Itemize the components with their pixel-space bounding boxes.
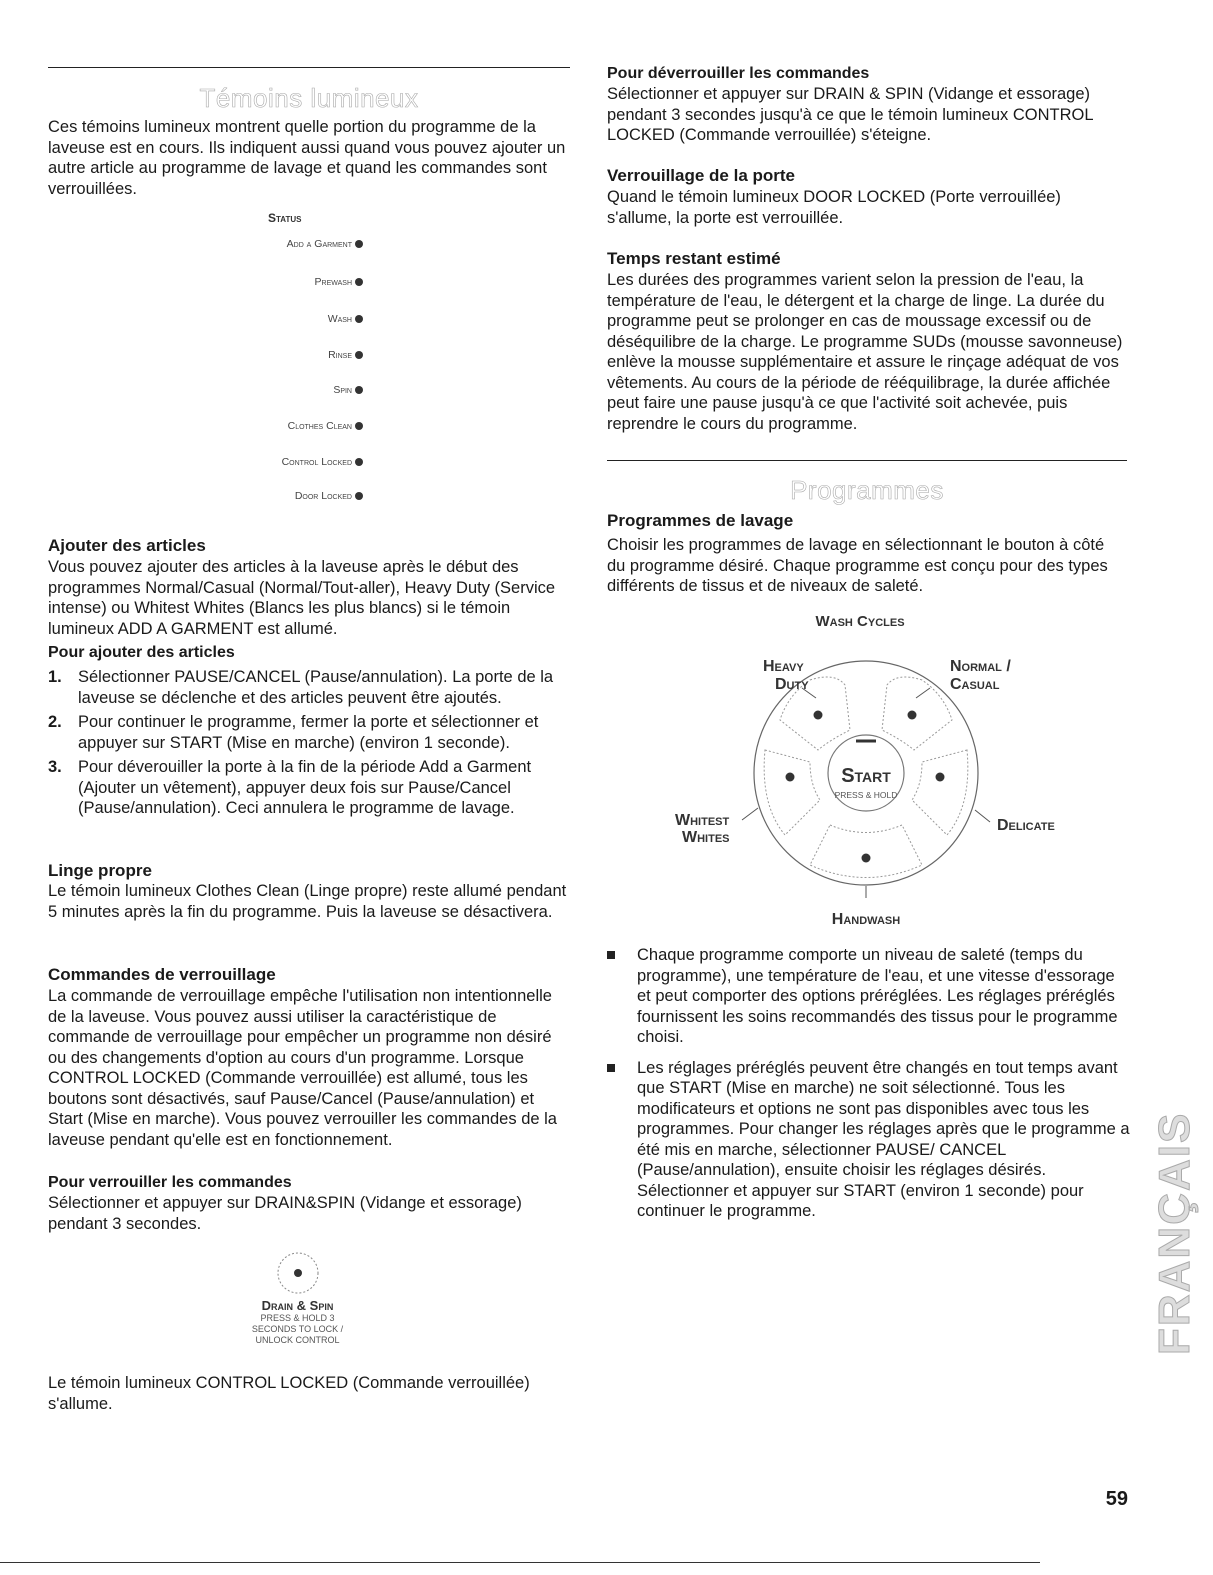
indicator-dot-icon [355,492,363,500]
status-item-add-garment: Add a Garment [200,238,363,250]
wash-cycles-dial [660,600,1080,940]
delicate-label: Delicate [997,817,1055,834]
list-item: 2. Pour continuer le programme, fermer la porte et sélectionner et appuyer sur START (Mise en marche) (environ 1 seconde). [48,713,539,752]
status-item-prewash: Prewash [200,276,363,288]
drain-spin-sub3: UNLOCK CONTROL [255,1335,340,1345]
whitest-label: Whitest [675,812,730,829]
temoins-title: Témoins lumineux [199,83,419,113]
bullet-square-icon [607,951,615,959]
duty-label: Duty [775,676,809,693]
list-item: 3. Pour déverouiller la porte à la fin de la période Add a Garment (Ajouter un vêtement), appuyer deux fois sur Pause/Cancel (Pause/annulation). Ceci annulera le programme de lavage. [48,758,532,817]
lavage-heading: Programmes de lavage [607,511,794,530]
programmes-rule [607,460,1127,461]
indicator-dot-icon [355,315,363,323]
list-item: 1. Sélectionner PAUSE/CANCEL (Pause/annulation). La porte de la laveuse se déclenche et des articles peuvent être ajoutés. [48,668,554,707]
status-item-control-locked: Control Locked [200,456,363,468]
top-rule-left [48,67,570,68]
whites-label: Whites [682,829,730,846]
normal-label: Normal / [950,658,1011,675]
pour-verrouiller-text: Sélectionner et appuyer sur DRAIN&SPIN (Vidange et essorage) pendant 3 secondes. [48,1194,522,1233]
porte-text: Quand le témoin lumineux DOOR LOCKED (Porte verrouillée) s'allume, la porte est verrouillée. [607,188,1061,227]
casual-label: Casual [950,676,1000,693]
indicator-dot-icon [355,386,363,394]
status-item-clothes-clean: Clothes Clean [200,420,363,432]
status-item-rinse: Rinse [200,349,363,361]
side-tab-francais: FRANÇAIS [1150,1111,1199,1355]
bottom-rule [0,1562,1040,1563]
drain-spin-sub1: PRESS & HOLD 3 [260,1313,335,1323]
list-item: Les réglages préréglés peuvent être changés en tout temps avant que START (Mise en marche) ne soit sélectionné. Tous les modificateurs et options ne sont pas disponibles avec tous les programmes. Pour changer les réglages après que le programme a été mis en marche, sélectionner PAUSE/ CANCEL (Pause/annulation), ensuite choisir les réglages désirés. Sélectionner et appuyer sur START (environ 1 seconde) pour continuer le programme. [607,1058,1132,1222]
handwash-label: Handwash [831,911,901,928]
temps-heading: Temps restant estimé [607,249,781,268]
temps-text: Les durées des programmes varient selon la pression de l'eau, la température de l'eau, le détergent et la charge de linge. La durée du programme peut se prolonger en cas de moussage excessif ou de déséquilibre de la charge. Le programme SUDs (mousse savonneuse) enlève la mousse supplémentaire et assure le rinçage adéquat de vos vêtements. Au cours de la période de rééquilibrage, la durée affichée peut faire une pause jusqu'à ce que l'activité soit achevée, puis reprendre le cours du programme. [607,271,1123,433]
status-item-door-locked: Door Locked [200,490,363,502]
programmes-title: Programmes [790,475,944,505]
deverrouiller-text: Sélectionner et appuyer sur DRAIN & SPIN (Vidange et essorage) pendant 3 secondes jusqu'à ce que le témoin lumineux CONTROL LOCKED (Commande verrouillée) s'éteigne. [607,85,1093,144]
ajouter-text: Vous pouvez ajouter des articles à la laveuse après le début des programmes Normal/Casual (Normal/Tout-aller), Heavy Duty (Service intense) ou Whitest Whites (Blancs les plus blancs) si le témoin lumineux ADD A GARMENT est allumé. [48,558,556,638]
list-item: Chaque programme comporte un niveau de saleté (temps du programme), une température de l'eau, et une vitesse d'essorage et peut comporter des options préréglées. Les réglages préréglés fournissent les soins recommandés des tissus pour le programme choisi. [607,945,1132,1048]
commandes-heading: Commandes de verrouillage [48,965,276,984]
deverrouiller-heading: Pour déverrouiller les commandes [607,65,870,82]
ajouter-steps [48,667,570,823]
drain-spin-sub2: SECONDS TO LOCK / [251,1324,344,1334]
pour-ajouter-heading: Pour ajouter des articles [48,644,235,661]
indicator-dot-icon [355,240,363,248]
linge-text: Le témoin lumineux Clothes Clean (Linge propre) reste allumé pendant 5 minutes après la fin du programme. Puis la laveuse se désactivera. [48,882,567,921]
status-title: Status [268,211,302,225]
drain-spin-button [230,1250,365,1346]
commandes-text: La commande de verrouillage empêche l'utilisation non intentionnelle de la laveuse. Vous pouvez aussi utiliser la caractéristique de commande de verrouillage pour empêcher un programme non désiré ou des changements d'option au cours d'un programme. Lorsque CONTROL LOCKED (Commande verrouillée) est allumé, tous les boutons sont désactivés, sauf Pause/Cancel (Pause/annulation) et Start (Mise en marche). Vous pouvez verrouiller les commandes de la laveuse pendant qu'elle est en fonctionnement. [48,987,557,1149]
programmes-bullets [607,945,1132,1232]
start-label: Start [841,765,891,787]
indicator-dot-icon [355,458,363,466]
bullet-square-icon [607,1064,615,1072]
status-item-spin: Spin [200,384,363,396]
lavage-text: Choisir les programmes de lavage en sélectionnant le bouton à côté du programme désiré. Chaque programme est conçu pour des types différents de tissus et de niveaux de saleté. [607,536,1108,595]
indicator-dot-icon [355,278,363,286]
page-number: 59 [1105,1488,1128,1510]
ajouter-heading: Ajouter des articles [48,536,206,555]
indicator-dot-icon [355,351,363,359]
final-text: Le témoin lumineux CONTROL LOCKED (Commande verrouillée) s'allume. [48,1374,530,1413]
temoins-intro: Ces témoins lumineux montrent quelle portion du programme de la laveuse est en cours. Ils indiquent aussi quand vous pouvez ajouter un autre article au programme de lavage et quand les commandes sont verrouillées. [48,118,566,198]
heavy-label: Heavy [763,658,804,675]
pour-verrouiller-heading: Pour verrouiller les commandes [48,1174,292,1191]
press-hold-label: PRESS & HOLD [834,790,898,800]
indicator-dot-icon [355,422,363,430]
porte-heading: Verrouillage de la porte [607,166,796,185]
linge-heading: Linge propre [48,861,152,880]
wash-cycles-title: Wash Cycles [815,613,905,630]
drain-spin-circle-icon [275,1250,321,1296]
status-item-wash: Wash [200,313,363,325]
drain-spin-label: Drain & Spin [261,1298,334,1313]
